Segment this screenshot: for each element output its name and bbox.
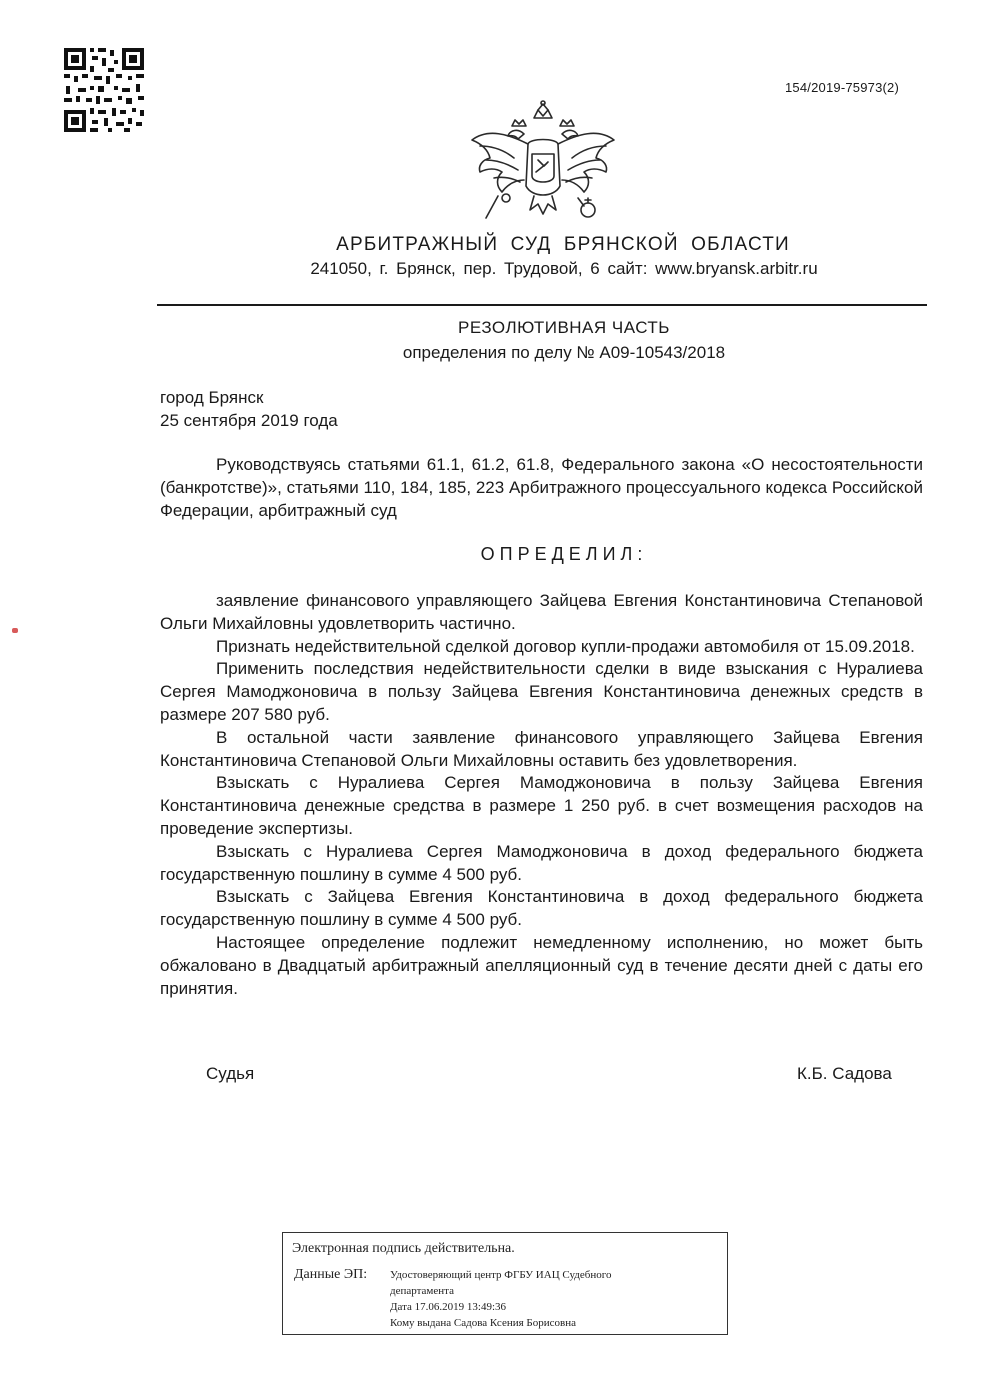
qr-code-icon — [62, 46, 146, 134]
rulings-list — [160, 590, 923, 1000]
judge-name: К.Б. Садова — [797, 1064, 892, 1083]
russian-double-headed-eagle-icon — [468, 100, 618, 232]
place-date-block — [160, 386, 338, 432]
decided-heading: ОПРЕДЕЛИЛ: — [480, 544, 648, 564]
judge-title: Судья — [206, 1064, 255, 1083]
esig-issuer: Удостоверяющий центр ФГБУ ИАЦ Судебного — [390, 1269, 612, 1281]
esig-data-label: Данные ЭП: — [294, 1267, 368, 1282]
ruling-paragraph: Настоящее определение подлежит немедленному исполнению, но может быть обжаловано в Двадцатый арбитражный апелляционный суд в течение десяти дней с даты его принятия. — [160, 932, 923, 998]
ruling-paragraph: Взыскать с Нуралиева Сергея Мамоджоновича в пользу Зайцева Евгения Константиновича денежные средства в размере 1 250 руб. в счет возмещения расходов на проведение экспертизы. — [160, 773, 923, 838]
date: 25 сентября 2019 года — [160, 411, 338, 430]
ruling-paragraph: заявление финансового управляющего Зайцева Евгения Константиновича Степановой Ольги Михайловны удовлетворить частично. — [160, 591, 923, 633]
esig-issued-to: Кому выдана Садова Ксения Борисовна — [390, 1317, 576, 1329]
document-subheading: определения по делу № А09-10543/2018 — [402, 343, 726, 362]
esig-issuer-cont: департамента — [390, 1285, 454, 1297]
ruling-paragraph: Взыскать с Зайцева Евгения Константиновича в доход федерального бюджета государственную пошлину в сумме 4 500 руб. — [160, 887, 923, 930]
case-number: 154/2019-75973(2) — [785, 80, 899, 95]
court-address: 241050, г. Брянск, пер. Трудовой, 6 сайт: www.bryansk.arbitr.ru — [310, 259, 818, 278]
ruling-paragraph: Применить последствия недействительности сделки в виде взыскания с Нуралиева Сергея Мамоджоновича в пользу Зайцева Евгения Константиновича денежных средств в размере 207 580 руб. — [160, 659, 923, 724]
document-heading: РЕЗОЛЮТИВНАЯ ЧАСТЬ — [458, 318, 670, 337]
ruling-paragraph: Взыскать с Нуралиева Сергея Мамоджоновича в доход федерального бюджета государственную пошлину в сумме 4 500 руб. — [160, 841, 923, 884]
court-name: АРБИТРАЖНЫЙ СУД БРЯНСКОЙ ОБЛАСТИ — [336, 234, 790, 255]
esig-date: Дата 17.06.2019 13:49:36 — [390, 1301, 507, 1313]
scan-speck — [12, 628, 18, 633]
preamble: Руководствуясь статьями 61.1, 61.2, 61.8, Федерального закона «О несостоятельности (банкротстве)», статьями 110, 184, 185, 223 Арбитражного процессуального кодекса Российской Федерации, арбитражный суд — [160, 455, 923, 520]
header-divider — [157, 304, 927, 306]
place: город Брянск — [160, 388, 264, 407]
esig-status: Электронная подпись действительна. — [292, 1241, 515, 1256]
ruling-paragraph: Признать недействительной сделкой договор купли-продажи автомобиля от 15.09.2018. — [216, 636, 915, 656]
electronic-signature-box — [282, 1232, 728, 1335]
esig-details — [390, 1267, 611, 1331]
ruling-paragraph: В остальной части заявление финансового управляющего Зайцева Евгения Константиновича Степановой Ольги Михайловны оставить без удовлетворения. — [160, 727, 923, 770]
